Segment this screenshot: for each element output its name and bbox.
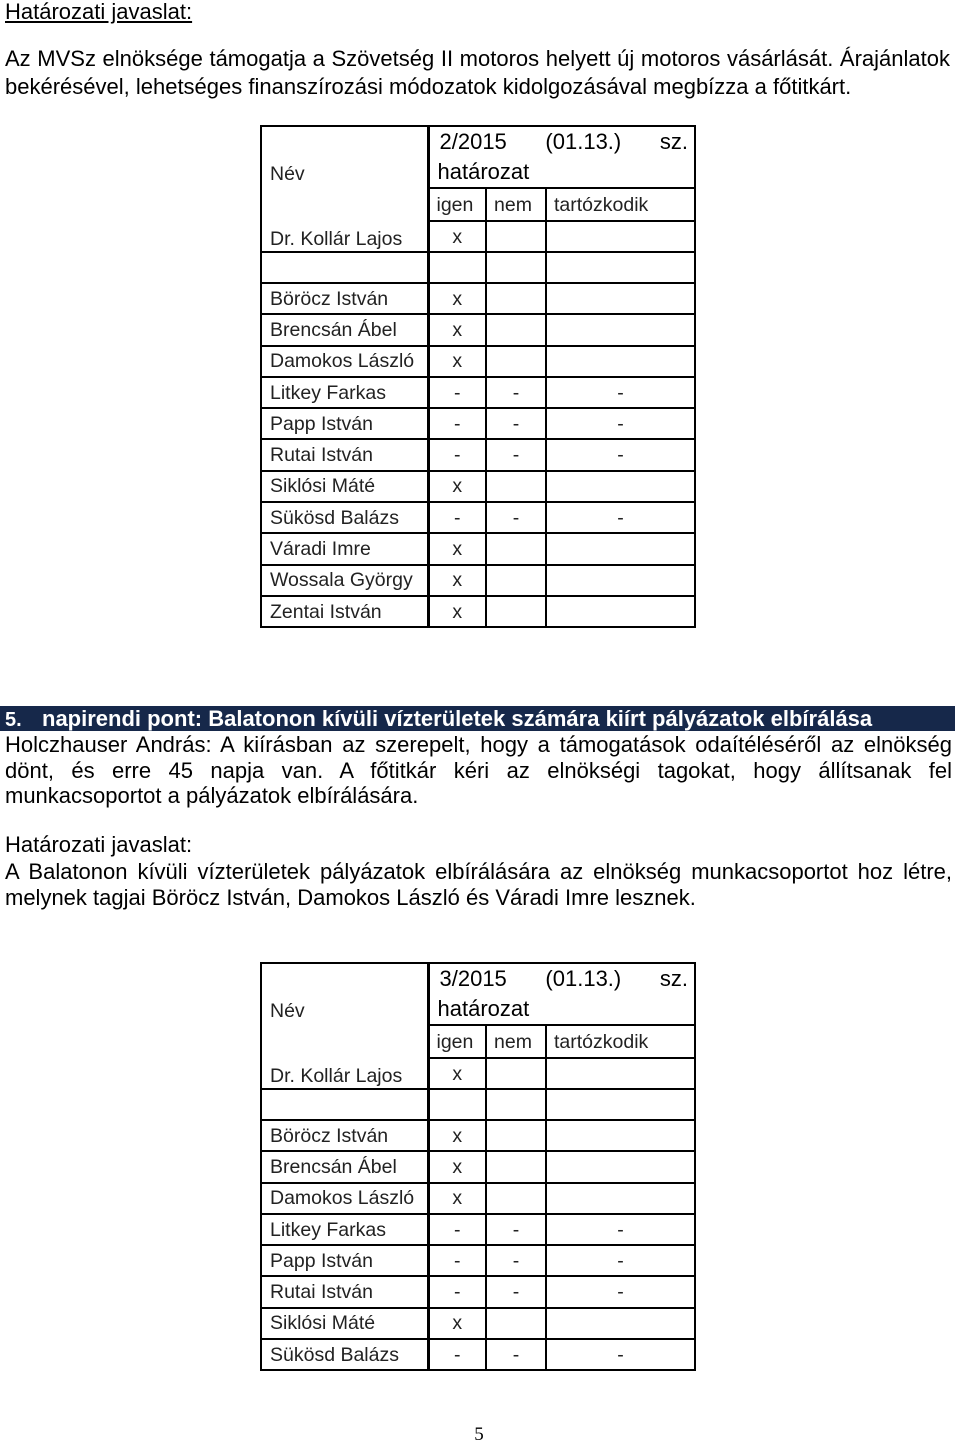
vote-tartozkodik: - xyxy=(546,439,695,470)
member-row xyxy=(261,1183,695,1214)
vote-igen: - xyxy=(428,1214,486,1245)
column-header-nem: nem xyxy=(486,188,546,221)
member-row xyxy=(261,408,695,439)
chair-name: Dr. Kollár Lajos xyxy=(270,1065,403,1087)
vote-nem: - xyxy=(486,408,546,439)
vote-nem: - xyxy=(486,439,546,470)
member-row xyxy=(261,1214,695,1245)
resolution-number-line xyxy=(430,964,695,994)
resolution-proposal-text xyxy=(5,859,952,911)
member-row xyxy=(261,1245,695,1276)
page-number: 5 xyxy=(474,1424,484,1445)
agenda-item-title: napirendi pont: Balatonon kívüli vízterületek számára kiírt pályázatok elbírálása xyxy=(42,706,873,731)
text-line: melynek tagjai Böröcz István, Damokos László és Váradi Imre lesznek. xyxy=(5,885,696,910)
vote-tartozkodik xyxy=(546,471,695,502)
vote-tartozkodik xyxy=(546,596,695,627)
vote-tartozkodik xyxy=(546,1151,695,1182)
name-column-header xyxy=(261,126,428,252)
column-header-tartozkodik: tartózkodik xyxy=(546,1025,695,1058)
name-column-header xyxy=(261,963,428,1089)
vote-igen: - xyxy=(428,502,486,533)
vote-igen: - xyxy=(428,1276,486,1307)
table-header-row xyxy=(261,126,695,188)
vote-igen: x xyxy=(428,565,486,596)
vote-nem xyxy=(486,565,546,596)
text-line: dönt, és erre 45 napja van. A főtitkár kéri az elnökségi tagokat, hogy állítsanak fel xyxy=(5,757,952,783)
vote-tartozkodik xyxy=(546,283,695,314)
vote-tartozkodik xyxy=(546,1058,695,1089)
text-line: munkacsoportot a pályázatok elbírálására. xyxy=(5,783,419,808)
vote-nem xyxy=(486,346,546,377)
vote-igen: x xyxy=(428,314,486,345)
vote-igen: x xyxy=(428,1183,486,1214)
member-name: Sükösd Balázs xyxy=(261,1339,428,1370)
member-name: Damokos László xyxy=(261,346,428,377)
chair-name: Dr. Kollár Lajos xyxy=(270,228,403,250)
vote-igen: - xyxy=(428,408,486,439)
vote-igen: x xyxy=(428,471,486,502)
text-line: Az MVSz elnöksége támogatja a Szövetség II motoros helyett új motoros vásárlását. Árajánlatok xyxy=(5,46,950,71)
resolution-number: 2/2015 xyxy=(439,129,507,154)
vote-tartozkodik xyxy=(546,221,695,252)
member-row xyxy=(261,1339,695,1370)
vote-tartozkodik xyxy=(546,1308,695,1339)
vote-nem: - xyxy=(486,1276,546,1307)
member-name: Damokos László xyxy=(261,1183,428,1214)
vote-table xyxy=(260,962,696,1371)
column-header-igen: igen xyxy=(428,188,486,221)
member-row xyxy=(261,471,695,502)
member-row xyxy=(261,346,695,377)
vote-igen: x xyxy=(428,221,486,252)
member-name: Zentai István xyxy=(261,596,428,627)
member-row xyxy=(261,314,695,345)
vote-igen: x xyxy=(428,346,486,377)
vote-tartozkodik: - xyxy=(546,1276,695,1307)
resolution-number-line xyxy=(430,127,695,157)
vote-igen: x xyxy=(428,1151,486,1182)
agenda-item-bar xyxy=(0,706,955,731)
resolution-label: határozat xyxy=(437,996,530,1021)
resolution-heading: Határozati javaslat: xyxy=(5,0,193,24)
column-header-nem: nem xyxy=(486,1025,546,1058)
member-name: Siklósi Máté xyxy=(261,1308,428,1339)
member-row xyxy=(261,502,695,533)
resolution-date: (01.13.) xyxy=(545,966,622,991)
vote-igen: x xyxy=(428,1120,486,1151)
resolution-header-cell xyxy=(428,963,695,1025)
member-name: Siklósi Máté xyxy=(261,471,428,502)
text-line: A Balatonon kívüli vízterületek pályázatok elbírálására az elnökség munkacsoportot hoz létre, xyxy=(5,859,952,884)
vote-igen: - xyxy=(428,1339,486,1370)
member-name: Rutai István xyxy=(261,439,428,470)
vote-tartozkodik xyxy=(546,1120,695,1151)
vote-nem xyxy=(486,1058,546,1089)
member-name: Brencsán Ábel xyxy=(261,1151,428,1182)
member-name: Papp István xyxy=(261,1245,428,1276)
vote-tartozkodik: - xyxy=(546,1214,695,1245)
blank-row xyxy=(261,252,695,283)
vote-igen: x xyxy=(428,1308,486,1339)
vote-nem: - xyxy=(486,1339,546,1370)
vote-nem: - xyxy=(486,1245,546,1276)
vote-nem xyxy=(486,533,546,564)
resolution-date: (01.13.) xyxy=(545,129,622,154)
resolution-label: határozat xyxy=(437,159,530,184)
blank-cell xyxy=(261,252,428,283)
member-name: Váradi Imre xyxy=(261,533,428,564)
vote-table xyxy=(260,125,696,628)
name-header-label: Név xyxy=(270,1000,305,1022)
vote-igen: x xyxy=(428,1058,486,1089)
member-row xyxy=(261,565,695,596)
member-name: Brencsán Ábel xyxy=(261,314,428,345)
vote-tartozkodik: - xyxy=(546,502,695,533)
vote-tartozkodik xyxy=(546,533,695,564)
vote-nem xyxy=(486,1183,546,1214)
member-name: Litkey Farkas xyxy=(261,1214,428,1245)
vote-nem xyxy=(486,283,546,314)
vote-tartozkodik xyxy=(546,565,695,596)
resolution-heading: Határozati javaslat: xyxy=(5,832,193,857)
name-header-label: Név xyxy=(270,163,305,185)
member-row xyxy=(261,377,695,408)
vote-nem xyxy=(486,1151,546,1182)
agenda-item-number: 5. xyxy=(5,709,22,731)
resolution-proposal-text xyxy=(5,45,950,101)
vote-nem xyxy=(486,1308,546,1339)
column-header-tartozkodik: tartózkodik xyxy=(546,188,695,221)
vote-nem: - xyxy=(486,1214,546,1245)
vote-tartozkodik xyxy=(546,346,695,377)
member-row xyxy=(261,1120,695,1151)
member-row xyxy=(261,533,695,564)
member-row xyxy=(261,1308,695,1339)
member-name: Litkey Farkas xyxy=(261,377,428,408)
vote-igen: x xyxy=(428,283,486,314)
column-header-igen: igen xyxy=(428,1025,486,1058)
table-header-row xyxy=(261,963,695,1025)
resolution-suffix: sz. xyxy=(659,129,688,154)
blank-cell xyxy=(486,1089,546,1120)
vote-tartozkodik: - xyxy=(546,1245,695,1276)
resolution-header-cell xyxy=(428,126,695,188)
blank-cell xyxy=(546,252,695,283)
blank-cell xyxy=(546,1089,695,1120)
member-name: Papp István xyxy=(261,408,428,439)
vote-tartozkodik: - xyxy=(546,408,695,439)
blank-cell xyxy=(428,252,486,283)
member-row xyxy=(261,439,695,470)
text-line: bekérésével, lehetséges finanszírozási módozatok kidolgozásával megbízza a főtitkárt. xyxy=(5,74,852,99)
member-row xyxy=(261,1276,695,1307)
blank-cell xyxy=(428,1089,486,1120)
discussion-text xyxy=(5,732,952,809)
member-name: Böröcz István xyxy=(261,283,428,314)
blank-cell xyxy=(261,1089,428,1120)
vote-igen: - xyxy=(428,439,486,470)
vote-tartozkodik: - xyxy=(546,377,695,408)
vote-tartozkodik xyxy=(546,314,695,345)
vote-igen: x xyxy=(428,596,486,627)
member-row xyxy=(261,283,695,314)
text-line: Holczhauser András: A kiírásban az szerepelt, hogy a támogatások odaítéléséről az elnökség xyxy=(5,732,952,757)
member-row xyxy=(261,1151,695,1182)
vote-nem xyxy=(486,471,546,502)
member-row xyxy=(261,596,695,627)
member-name: Sükösd Balázs xyxy=(261,502,428,533)
vote-tartozkodik: - xyxy=(546,1339,695,1370)
vote-nem: - xyxy=(486,377,546,408)
vote-igen: x xyxy=(428,533,486,564)
member-name: Wossala György xyxy=(261,565,428,596)
vote-nem xyxy=(486,596,546,627)
resolution-number: 3/2015 xyxy=(439,966,507,991)
vote-igen: - xyxy=(428,377,486,408)
blank-cell xyxy=(486,252,546,283)
vote-nem xyxy=(486,221,546,252)
member-name: Böröcz István xyxy=(261,1120,428,1151)
vote-nem: - xyxy=(486,502,546,533)
vote-nem xyxy=(486,314,546,345)
vote-igen: - xyxy=(428,1245,486,1276)
blank-row xyxy=(261,1089,695,1120)
vote-tartozkodik xyxy=(546,1183,695,1214)
resolution-suffix: sz. xyxy=(659,966,688,991)
member-name: Rutai István xyxy=(261,1276,428,1307)
vote-nem xyxy=(486,1120,546,1151)
